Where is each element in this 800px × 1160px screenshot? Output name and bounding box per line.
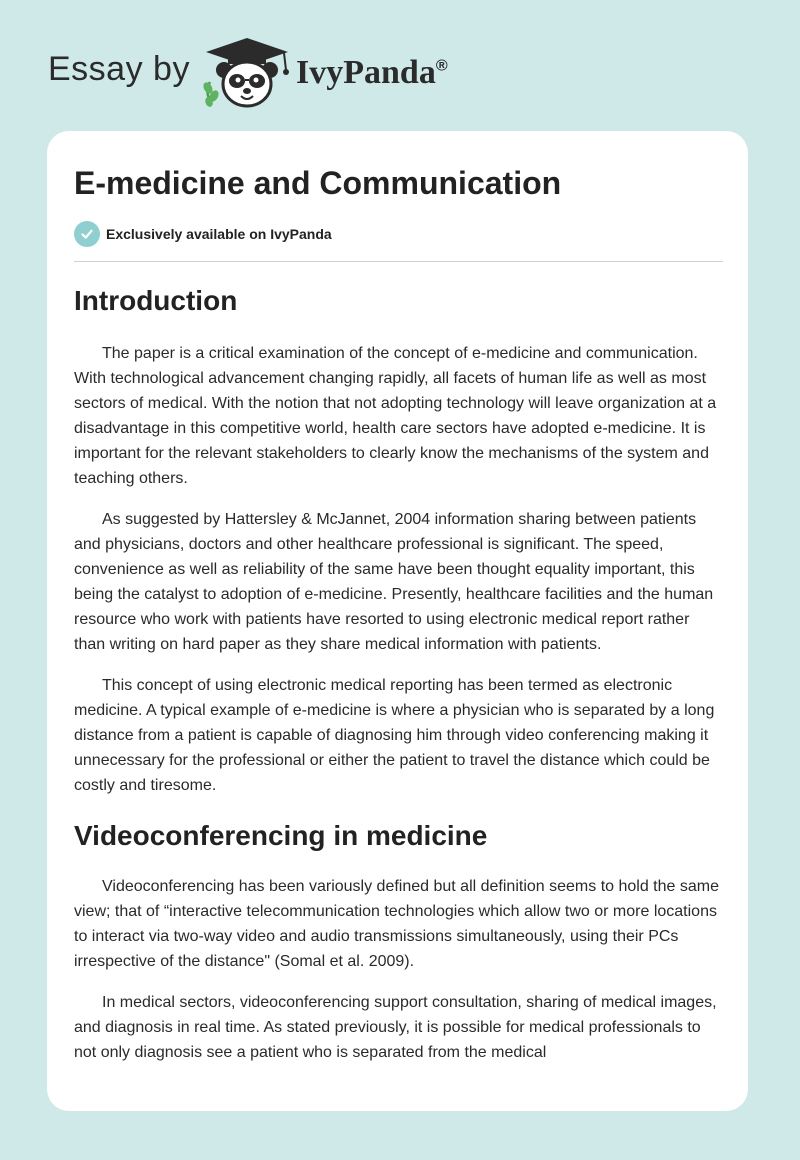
paragraph: This concept of using electronic medical reporting has been termed as electronic medicine. A typical example of e-medicine is where a physician who is separated by a long distance from a patient is capable of diagnosing him through video conferencing making it unnecessary for the professional or either the patient to travel the distance which could be costly and tiresome. bbox=[74, 677, 715, 794]
section-heading-videoconferencing: Videoconferencing in medicine bbox=[74, 820, 488, 851]
registered-mark: ® bbox=[435, 57, 448, 75]
check-circle-icon bbox=[74, 221, 100, 247]
exclusive-badge-label: Exclusively available on IvyPanda bbox=[106, 226, 332, 242]
site-header bbox=[0, 0, 800, 130]
brand-name: IvyPanda bbox=[296, 54, 436, 91]
paragraph: In medical sectors, videoconferencing support consultation, sharing of medical images, and diagnosis in real time. As stated previously, it is possible for medical professionals to not only diagnosis see a patient who is separated from the medical bbox=[74, 994, 717, 1061]
divider bbox=[74, 261, 723, 262]
ivypanda-logo-text[interactable] bbox=[296, 54, 448, 92]
panda-graduate-icon[interactable] bbox=[200, 36, 294, 110]
essay-by-label: Essay by bbox=[48, 50, 190, 88]
paragraph: The paper is a critical examination of the concept of e-medicine and communication. With technological advancement changing rapidly, all facets of human life as well as most sectors of medical. With the notion that not adopting technology will leave organization at a disadvantage in this competitive world, health care sectors have adopted e-medicine. It is important for the relevant stakeholders to clearly know the mechanisms of the system and teaching others. bbox=[74, 345, 717, 487]
paragraph: Videoconferencing has been variously defined but all definition seems to hold the same view; that of “interactive telecommunication technologies which allow two or more locations to interact via two-way video and audio transmissions simultaneously, using their PCs irrespective of the distance" (Somal et al. 2009). bbox=[74, 878, 719, 970]
section-heading-introduction: Introduction bbox=[74, 285, 238, 316]
essay-body bbox=[74, 281, 724, 1065]
essay-title: E-medicine and Communication bbox=[74, 165, 562, 201]
essay-card bbox=[47, 131, 748, 1111]
exclusive-badge bbox=[74, 221, 332, 247]
paragraph: As suggested by Hattersley & McJannet, 2004 information sharing between patients and physicians, doctors and other healthcare professional is significant. The speed, convenience as well as reliability of the same have been thought equality important, this being the catalyst to adoption of e-medicine. Presently, healthcare facilities and the human resource who work with patients have resorted to using electronic medical report rather than writing on hard paper as they share medical information with patients. bbox=[74, 511, 714, 653]
